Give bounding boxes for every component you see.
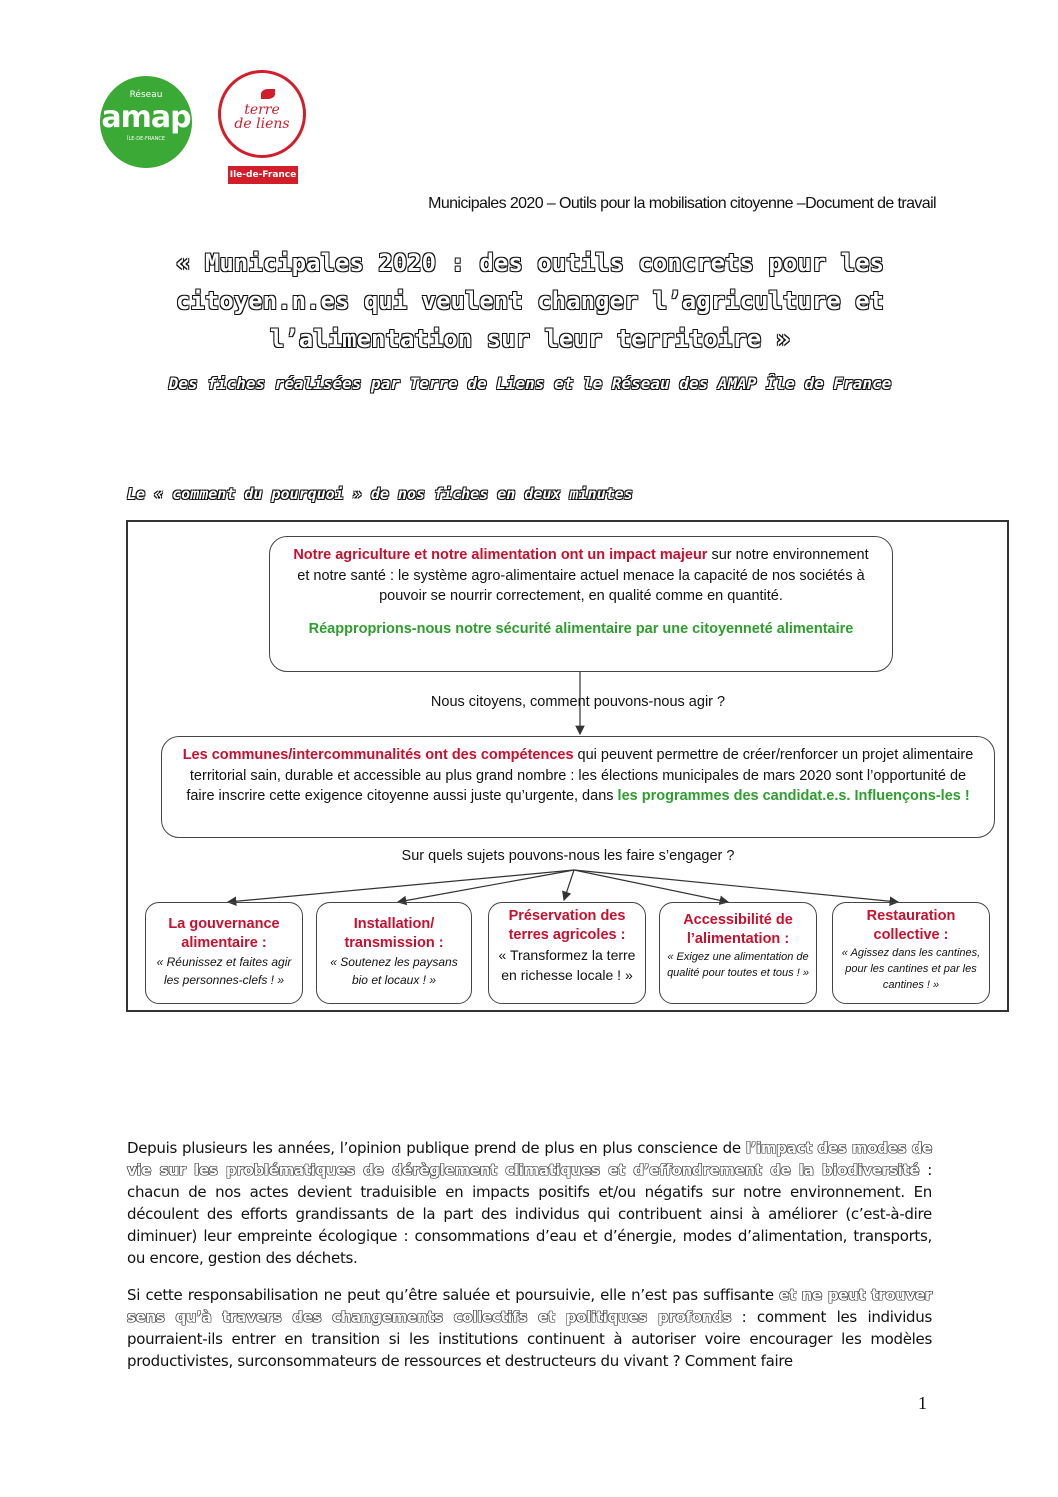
subject-title: Préservation des terres agricoles : xyxy=(508,908,626,943)
subject-box-gouvernance xyxy=(145,902,303,1004)
question-which-subjects: Sur quels sujets pouvons-nous les faire s’engager ? xyxy=(401,848,735,864)
page-number: 1 xyxy=(918,1393,927,1413)
subject-title: La gouvernance alimentaire : xyxy=(168,916,280,951)
arrow-to-subject-2 xyxy=(398,870,574,902)
subject-box-installation xyxy=(316,902,472,1004)
p1-text-a: Depuis plusieurs les années, l’opinion publique prend de plus en plus conscience de xyxy=(127,1139,746,1157)
document-subtitle: Des fiches réalisées par Terre de Liens et le Réseau des AMAP Île de France xyxy=(168,374,892,393)
competences-box-red: Les communes/intercommunalités ont des compétences xyxy=(182,747,574,763)
subject-box-preservation xyxy=(488,902,646,1004)
arrow-to-subject-4 xyxy=(574,870,728,902)
subject-quote: « Transformez la terre en richesse locale ! » xyxy=(498,947,636,983)
tdl-logo-script-1: terre xyxy=(244,102,280,118)
p2-highlight: et ne peut trouver sens qu’à travers des changements collectifs et politiques profonds xyxy=(127,1286,933,1326)
subject-box-restauration xyxy=(832,902,990,1004)
competences-box-text: qui peuvent permettre de créer/renforcer un projet alimentaire territorial sain, durable et accessible au plus grand nombre : les élections municipales de mars 2020 sont l’opportunité de faire inscrire cette exigence citoyenne aussi juste qu’urgente, dans xyxy=(186,747,974,804)
subject-title: Restauration collective : xyxy=(866,908,956,943)
arrow-to-subject-1 xyxy=(228,870,574,902)
arrow-to-subject-5 xyxy=(574,870,898,902)
impact-box-red: Notre agriculture et notre alimentation ont un impact majeur xyxy=(293,547,708,563)
running-header: Municipales 2020 – Outils pour la mobilisation citoyenne –Document de travail xyxy=(428,195,936,212)
p2-text-a: Si cette responsabilisation ne peut qu’être saluée et poursuivie, elle n’est pas suffisante xyxy=(127,1286,780,1304)
amap-logo-big-text: amap xyxy=(101,100,191,135)
question-how-to-act: Nous citoyens, comment pouvons-nous agir ? xyxy=(430,694,726,710)
subject-box-accessibilite xyxy=(659,902,817,1004)
subject-quote: « Soutenez les paysans bio et locaux ! » xyxy=(330,955,458,987)
impact-box xyxy=(269,536,893,672)
body-paragraph-2 xyxy=(127,1284,932,1372)
tdl-logo-script-2: de liens xyxy=(234,116,290,132)
amap-logo-sub-text: ÎLE-DE-FRANCE xyxy=(127,136,165,142)
competences-box xyxy=(161,736,995,838)
subject-quote: « Exigez une alimentation de qualité pour toutes et tous ! » xyxy=(667,951,809,979)
terre-de-liens-logo xyxy=(218,70,306,158)
section-heading: Le « comment du pourquoi » de nos fiches en deux minutes xyxy=(127,485,633,503)
body-paragraph-1 xyxy=(127,1137,932,1269)
competences-box-green: les programmes des candidat.e.s. Influençons-les ! xyxy=(617,788,970,804)
amap-logo-small-text: Réseau xyxy=(129,90,163,100)
tdl-logo-script xyxy=(221,103,303,131)
flow-diagram xyxy=(126,520,1009,1012)
p1-highlight: l’impact des modes de vie sur les problématiques de dérèglement climatiques et d’effondrement de la biodiversité xyxy=(127,1139,932,1179)
p2-text-b: : comment les individus pourraient-ils entrer en transition si les institutions continuent à autoriser voire encourager les modèles productivistes, surconsommateurs de ressources et destructeurs du vivant ? Comment faire xyxy=(127,1308,933,1370)
impact-box-green: Réapproprions-nous notre sécurité alimentaire par une citoyenneté alimentaire xyxy=(308,620,854,637)
impact-box-text: sur notre environnement et notre santé : le système agro-alimentaire actuel menace la capacité de nos sociétés à pouvoir se nourrir correctement, en qualité comme en quantité. xyxy=(297,547,869,604)
subject-quote: « Réunissez et faites agir les personnes-clefs ! » xyxy=(156,955,292,987)
subject-title: Installation/ transmission : xyxy=(344,916,444,951)
subject-title: Accessibilité de l’alimentation : xyxy=(683,912,793,947)
amap-logo xyxy=(100,76,192,168)
subject-quote: « Agissez dans les cantines, pour les cantines et par les cantines ! » xyxy=(841,947,981,991)
tdl-logo-band: Ile-de-France xyxy=(228,166,298,184)
leaf-icon xyxy=(261,89,275,99)
p1-text-b: : chacun de nos actes devient traduisible en impacts positifs et/ou négatifs sur notre environnement. En découlent des efforts grandissants de la part des individus qui contribuent ainsi à améliorer (c’est-à-dire diminuer) leur empreinte écologique : consommations d’eau et d’énergie, modes d’alimentation, transports, ou encore, gestion des déchets. xyxy=(127,1161,932,1267)
document-title: « Municipales 2020 : des outils concrets pour les citoyen.n.es qui veulent changer l’agriculture et l’alimentation sur leur territoire » xyxy=(175,249,884,353)
arrow-to-subject-3 xyxy=(564,870,574,900)
